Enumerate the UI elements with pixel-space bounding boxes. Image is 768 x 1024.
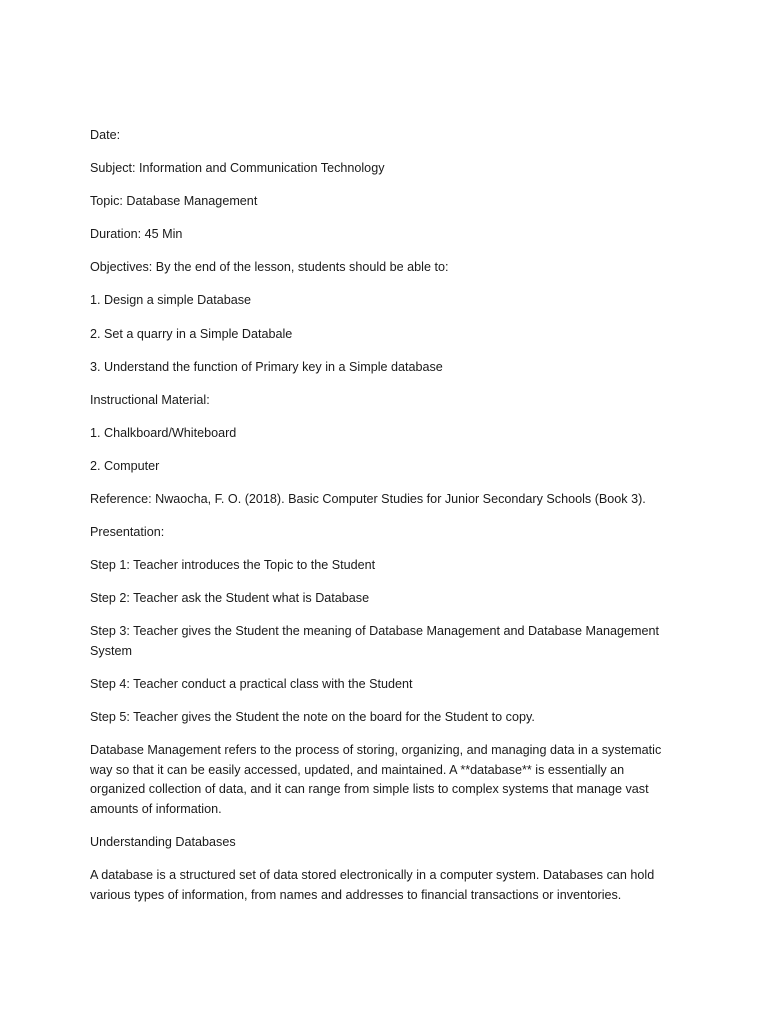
body-paragraph: Database Management refers to the process of storing, organizing, and managing data in a systematic way so that it can be easily accessed, updated, and maintained. A **database** is essentially an organized collection of data, and it can range from simple lists to complex systems that manage vast amounts of information.	[90, 743, 662, 817]
document-body	[90, 126, 670, 919]
objectives-heading: Objectives: By the end of the lesson, students should be able to:	[90, 260, 449, 275]
section-heading: Understanding Databases	[90, 835, 236, 850]
objective-item: 3. Understand the function of Primary key in a Simple database	[90, 359, 443, 374]
topic-line: Topic: Database Management	[90, 194, 258, 209]
date-line: Date:	[90, 128, 121, 142]
reference-line: Reference: Nwaocha, F. O. (2018). Basic Computer Studies for Junior Secondary Schools (Book 3).	[90, 492, 646, 507]
presentation-heading: Presentation:	[90, 525, 165, 540]
instructional-material-heading: Instructional Material:	[90, 392, 210, 407]
presentation-step: Step 1: Teacher introduces the Topic to the Student	[90, 558, 376, 573]
presentation-step: Step 5: Teacher gives the Student the note on the board for the Student to copy.	[90, 710, 535, 725]
presentation-step: Step 4: Teacher conduct a practical class with the Student	[90, 677, 413, 692]
subject-line: Subject: Information and Communication Technology	[90, 161, 385, 176]
objective-item: 2. Set a quarry in a Simple Databale	[90, 326, 293, 341]
presentation-step: Step 2: Teacher ask the Student what is Database	[90, 591, 370, 606]
material-item: 2. Computer	[90, 458, 160, 473]
objective-item: 1. Design a simple Database	[90, 293, 252, 308]
presentation-step: Step 3: Teacher gives the Student the meaning of Database Management and Database Management System	[90, 624, 659, 658]
body-paragraph: A database is a structured set of data stored electronically in a computer system. Databases can hold various types of information, from names and addresses to financial transactions or inventories.	[90, 868, 655, 902]
material-item: 1. Chalkboard/Whiteboard	[90, 425, 237, 440]
duration-line: Duration: 45 Min	[90, 227, 183, 242]
